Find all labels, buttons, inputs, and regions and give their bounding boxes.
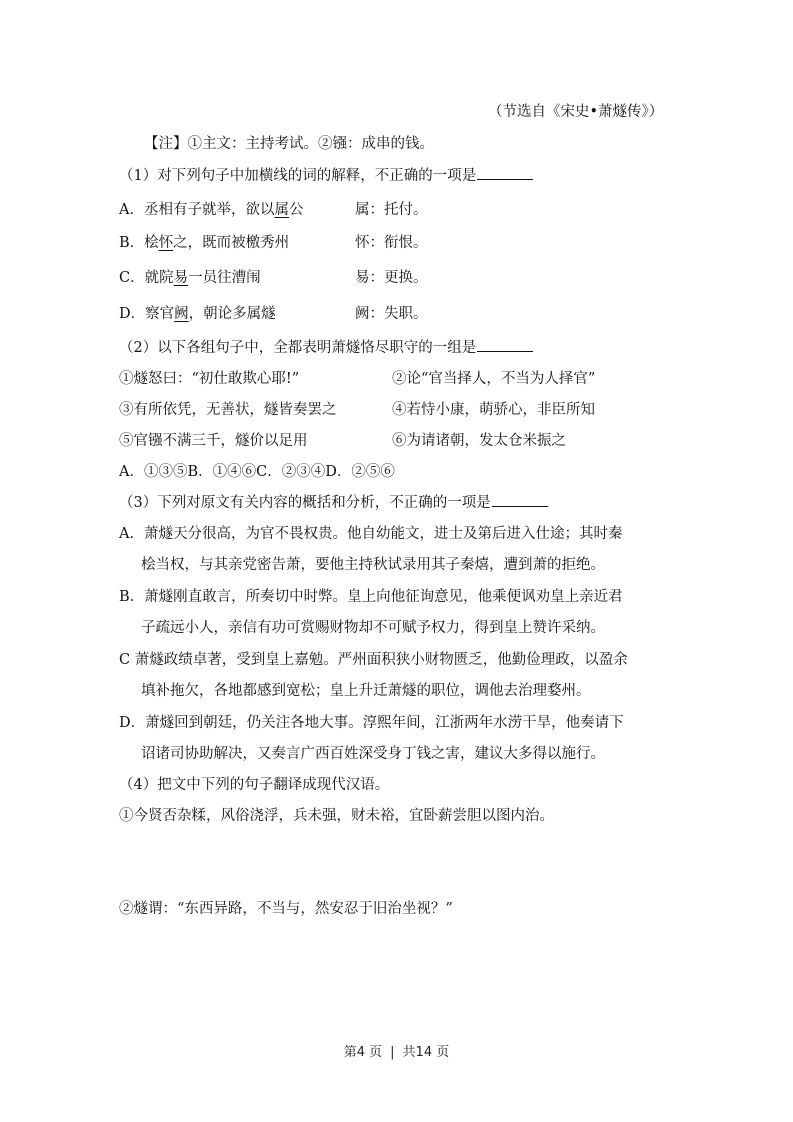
q1-option-a	[119, 201, 303, 219]
q2-stem	[119, 339, 533, 357]
q1-option-c	[119, 269, 261, 287]
q2-stem-text: （2）以下各组句子中，全都表明萧燧恪尽职守的一组是	[119, 340, 477, 356]
footer-separator: |	[390, 1045, 395, 1060]
underlined-word: 易	[173, 270, 189, 286]
q2-choices: A．①③⑤B．①④⑥C．②③④D．②⑤⑥	[119, 464, 395, 480]
option-text: 之，既而被檄秀州	[173, 235, 290, 251]
q1-stem	[119, 167, 533, 185]
underlined-word: 属	[274, 202, 289, 218]
q2-item-4: ④若恃小康，萌骄心，非臣所知	[392, 402, 595, 418]
underlined-word: 阙	[174, 306, 189, 322]
q3-option-b-line1: B．萧燧刚直敢言，所奏切中时弊。皇上向他征询意见，他乘便讽劝皇上亲近君	[119, 589, 623, 605]
q3-stem-text: （3）下列对原文有关内容的概括和分析，不正确的一项是	[119, 495, 491, 511]
option-text: A．丞相有子就举，欲以	[119, 202, 275, 218]
q1-stem-text: （1）对下列句子中加横线的词的解释，不正确的一项是	[119, 168, 477, 184]
q4-sentence-2: ②燧谓：“东西异路，不当与，然安忍于旧治坐视？”	[119, 901, 453, 917]
q3-option-a-line1: A．萧燧天分很高，为官不畏权贵。他自幼能文，进士及第后进入仕途；其时秦	[119, 526, 623, 542]
page-footer	[0, 1041, 793, 1060]
q1-gloss-b: 怀：衔恨。	[355, 235, 428, 251]
underlined-word: 怀	[158, 235, 174, 251]
q3-option-d-line1: D．萧燧回到朝廷，仍关注各地大事。淳熙年间，江浙两年水涝干旱，他奏请下	[119, 715, 624, 731]
note-line: 【注】①主文：主持考试。②镪：成串的钱。	[144, 136, 434, 152]
q1-gloss-c: 易：更换。	[355, 270, 428, 286]
q2-item-5: ⑤官镪不满三千，燧价以足用	[119, 433, 308, 449]
q1-option-b	[119, 234, 289, 252]
q3-stem	[119, 494, 548, 512]
q3-option-d-line2: 诏诸司协助解决，又奏言广西百姓深受身丁钱之害，建议大多得以施行。	[141, 746, 605, 762]
page-total: 共14 页	[402, 1045, 450, 1060]
q2-item-1: ①燧怒曰：“初仕敢欺心耶!”	[119, 371, 300, 387]
q3-option-c-line2: 填补拖欠，各地都感到宽松；皇上升迁萧燧的职位，调他去治理婺州。	[141, 683, 591, 699]
q4-sentence-1: ①今贤否杂糅，风俗浇浮，兵未强，财未裕，宜卧薪尝胆以图内治。	[119, 808, 554, 824]
answer-blank[interactable]	[477, 339, 533, 352]
q4-stem: （4）把文中下列的句子翻译成现代汉语。	[119, 777, 390, 793]
q1-gloss-d: 阙：失职。	[355, 306, 428, 322]
q1-gloss-a: 属：托付。	[355, 202, 428, 218]
option-text: D．察官	[119, 306, 175, 322]
q3-option-c-line1: C 萧燧政绩卓著，受到皇上嘉勉。严州面积狭小财物匮乏，他勤俭理政，以盈余	[119, 652, 628, 668]
option-text: B．桧	[119, 235, 159, 251]
page-number: 第4 页	[343, 1045, 383, 1060]
option-text: 一员往漕闱	[188, 270, 261, 286]
q2-item-2: ②论“官当择人，不当为人择官”	[392, 371, 596, 387]
q1-option-d	[119, 305, 276, 323]
source-citation: （节选自《宋史•萧燧传》）	[488, 104, 664, 120]
answer-blank[interactable]	[492, 494, 548, 507]
option-text: 公	[288, 202, 304, 218]
option-text: ，朝论多属燧	[188, 306, 276, 322]
option-text: C．就院	[119, 270, 174, 286]
q2-item-3: ③有所依凭，无善状，燧皆奏罢之	[119, 402, 337, 418]
q3-option-b-line2: 子疏远小人，亲信有功可赏赐财物却不可赋予权力，得到皇上赞许采纳。	[141, 620, 605, 636]
q3-option-a-line2: 桧当权，与其亲党密告萧，要他主持秋试录用其子秦熺，遭到萧的拒绝。	[141, 557, 605, 573]
q2-item-6: ⑥为请诸朝，发太仓米振之	[392, 433, 566, 449]
answer-blank[interactable]	[477, 167, 533, 180]
